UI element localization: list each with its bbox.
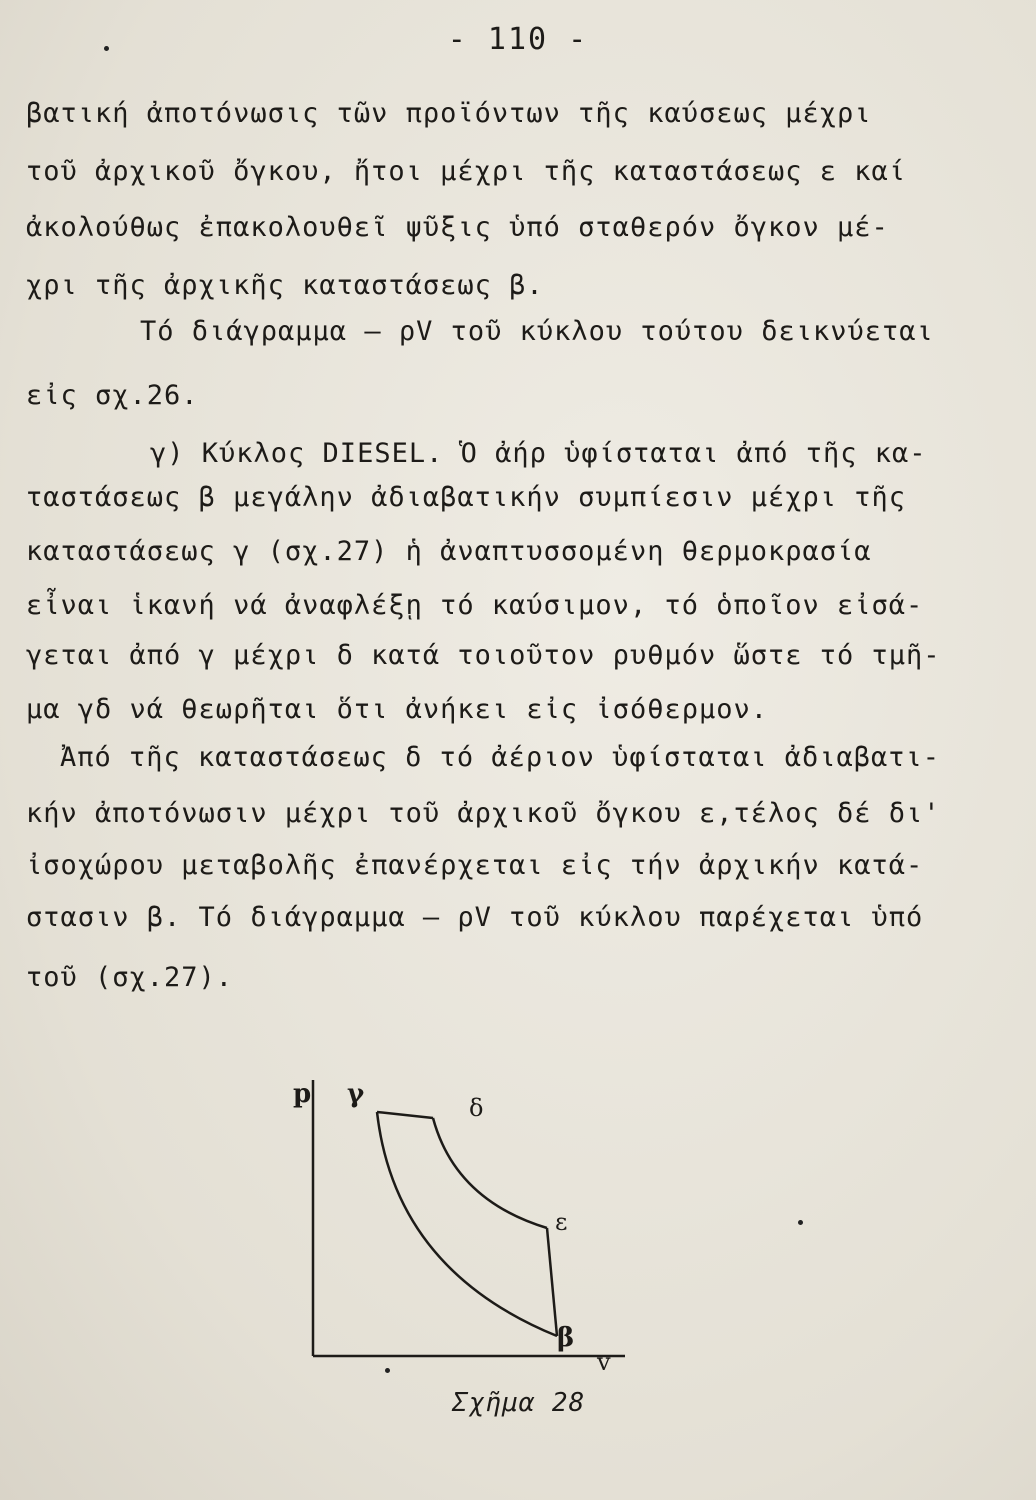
text-line: μα γδ νά θεωρῆται ὅτι ἀνήκει εἰς ἰσόθερμον. — [26, 694, 768, 725]
text-line: ἀκολούθως ἐπακολουθεῖ ψῦξις ὑπό σταθερόν ὄγκον μέ- — [26, 212, 889, 243]
text-line-diesel-heading: γ) Κύκλος DIESEL. Ὁ ἀήρ ὑφίσταται ἀπό τῆς κα- — [150, 438, 927, 469]
text-line: κήν ἀποτόνωσιν μέχρι τοῦ ἀρχικοῦ ὄγκου ε,τέλος δέ δι' — [26, 798, 941, 829]
isochoric-segment — [547, 1228, 557, 1336]
text-line: ταστάσεως β μεγάλην ἀδιαβατικήν συμπίεσιν μέχρι τῆς — [26, 482, 907, 513]
point-label-delta: δ — [469, 1094, 484, 1122]
pv-diagram — [285, 1070, 625, 1370]
text-line: τοῦ (σχ.27). — [26, 962, 234, 993]
compression-curve — [377, 1112, 557, 1336]
text-line: ἰσοχώρου μεταβολῆς ἐπανέρχεται εἰς τήν ἀρχικήν κατά- — [26, 850, 924, 881]
text-line: στασιν β. Τό διάγραμμα – ρV τοῦ κύκλου παρέχεται ὑπό — [26, 902, 924, 933]
x-axis-label: v — [597, 1348, 611, 1370]
expansion-curve — [433, 1118, 547, 1228]
text-line: Ἀπό τῆς καταστάσεως δ τό ἀέριον ὑφίσταται ἀδιαβατι- — [60, 742, 941, 773]
point-label-gamma: γ — [347, 1079, 365, 1109]
figure-caption: Σχῆμα 28 — [452, 1388, 586, 1418]
text-line: τοῦ ἀρχικοῦ ὄγκου, ἤτοι μέχρι τῆς καταστάσεως ε καί — [26, 156, 907, 187]
point-label-epsilon: ε — [555, 1208, 568, 1236]
text-line: εἰς σχ.26. — [26, 380, 199, 411]
y-axis-label: p — [293, 1079, 312, 1109]
text-line: καταστάσεως γ (σχ.27) ἡ ἀναπτυσσομένη θερμοκρασία — [26, 536, 872, 567]
text-line: χρι τῆς ἀρχικῆς καταστάσεως β. — [26, 270, 544, 301]
text-line: βατική ἀποτόνωσις τῶν προϊόντων τῆς καύσεως μέχρι — [26, 98, 872, 129]
isothermal-segment — [377, 1112, 433, 1118]
point-label-beta: β — [557, 1323, 575, 1353]
text-line: Τό διάγραμμα – ρV τοῦ κύκλου τούτου δεικνύεται — [140, 316, 934, 347]
speck — [798, 1220, 803, 1225]
speck — [385, 1368, 390, 1373]
speck — [104, 46, 109, 51]
text-line: εἶναι ἱκανή νά ἀναφλέξῃ τό καύσιμον, τό ὁποῖον εἰσά- — [26, 590, 924, 621]
page-number: - 110 - — [447, 22, 589, 57]
text-line: γεται ἀπό γ μέχρι δ κατά τοιοῦτον ρυθμόν ὥστε τό τμῆ- — [26, 640, 941, 671]
